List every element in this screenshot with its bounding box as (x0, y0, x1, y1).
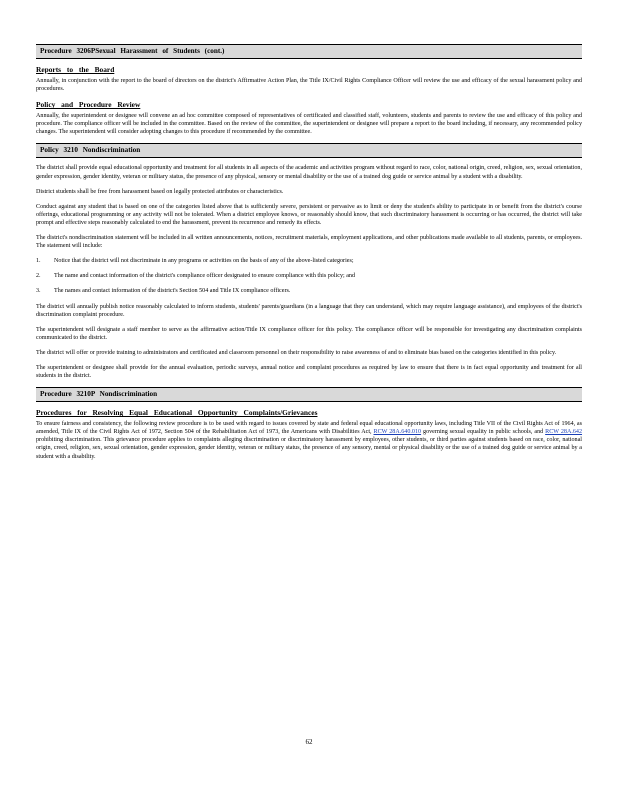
header-bar: Procedure 3206PSexual Harassment of Students (cont.) (36, 44, 582, 59)
policy-paragraph-5: The district will annually publish notice reasonably calculated to inform students, students' parents/guardians (in a language that they can understand, which may require language assistance), and employees of the district's discrimination complaint procedure. (36, 303, 582, 318)
policy-paragraph-6: The superintendent will designate a staff member to serve as the affirmative action/Title IX compliance officer for this policy. The compliance officer will be responsible for investigating any discrimination complaints communicated to the district. (36, 326, 582, 341)
grievance-text-2: governing sexual equality in public schools, and (423, 429, 544, 436)
policy-paragraph-7: The district will offer or provide training to administrators and certificated and classroom personnel on their responsibility to raise awareness of and to eliminate bias based on the categories identified in this policy. (36, 349, 557, 356)
document-page (36, 44, 583, 746)
grievance-heading: Procedures for Resolving Equal Educational Opportunity Complaints/Grievances (36, 408, 318, 418)
list-item (36, 272, 582, 280)
page-number: 62 (305, 738, 313, 746)
policy-paragraph-1: The district shall provide equal educational opportunity and treatment for all students in all aspects of the academic and activities program without regard to race, color, national origin, creed, religion, sex, sexual orientation, gender expression, gender identity, veteran or military status, the presence of any physical, sensory or mental disability or the use of a trained dog guide or service animal by a student with a disability. (36, 165, 582, 180)
list-text: The names and contact information of the district's Section 504 and Title IX compliance officers. (54, 288, 291, 295)
list-text: Notice that the district will not discriminate in any programs or activities on the basis of any of the above-listed categories; (54, 258, 354, 265)
policy-paragraph-3: Conduct against any student that is based on one of the categories listed above that is sufficiently severe, persistent or pervasive as to limit or deny the student's ability to participate in or benefit from the district's course offerings, educational programming or any activity will not be tolerated. When a district employee knows, or reasonably should know, that such discriminatory harassment is occurring or has occurred, the district will take prompt and effective steps reasonably calculated to end the harassment, prevent its recurrence and remedy its effects. (36, 203, 582, 226)
list-number: 1. (36, 258, 41, 265)
list-item (36, 257, 582, 265)
procedure-bar: Procedure 3210P Nondiscrimination (36, 387, 582, 402)
rcw-28a-640-010-link[interactable]: RCW 28A.640.010 (373, 429, 422, 436)
review-heading: Policy and Procedure Review (36, 100, 141, 110)
policy-paragraph-2: District students shall be free from harassment based on legally protected attributes or characteristics. (36, 188, 284, 195)
grievance-text-3: prohibiting discrimination. This grievance procedure applies to complaints alleging discrimination or discriminatory harassment by employees, other students, or third parties against students based on race, color, national origin, creed, religion, sex, sexual orientation, gender expression, gender identity, veteran or military status, the presence of any sensory, mental or physical disability or the use of a trained dog guide or service animal by a student with a disability. (36, 437, 582, 460)
grievance-paragraph (36, 420, 582, 460)
list-number: 2. (36, 273, 41, 280)
policy-paragraph-8: The superintendent or designee shall provide for the annual evaluation, periodic surveys, annual notice and complaint procedures as required by law to ensure that there is in fact equal opportunity and treatment for all students in the district. (36, 364, 582, 380)
list-text: The name and contact information of the district's compliance officer designated to ensure compliance with this policy; and (54, 273, 356, 280)
reports-heading: Reports to the Board (36, 65, 115, 74)
grievance-text-1: To ensure fairness and consistency, the following review procedure is to be used with regard to issues covered by state and federal equal educational opportunity laws, including Title VII of the Civil Rights Act of 1964, as amended, Title IX of the Civil Rights Act of 1972, Section 504 of the Rehabilitation Act of 1973, the Americans with Disabilities Act, (36, 421, 582, 436)
rcw-28a-642-link[interactable]: RCW 28A.642 (545, 429, 583, 436)
list-item (36, 287, 582, 295)
reports-paragraph: Annually, in conjunction with the report to the board of directors on the district's Affirmative Action Plan, the Title IX/Civil Rights Compliance Officer will review the use and efficacy of the sexual harassment policy and procedures. (36, 78, 582, 93)
policy-bar: Policy 3210 Nondiscrimination (36, 143, 582, 158)
policy-paragraph-4: The district's nondiscrimination statement will be included in all written announcements, notices, recruitment materials, employment applications, and other publications made available to all students, parents, or employees. The statement will include: (36, 235, 582, 250)
list-number: 3. (36, 288, 41, 295)
review-paragraph: Annually, the superintendent or designee will convene an ad hoc committee composed of representatives of certificated and classified staff, volunteers, students and parents to review the use and efficacy of this policy and procedure. The compliance officer will be included in the committee. Based on the review of the committee, the superintendent or designee will prepare a report to the board including, if necessary, any recommended policy changes. The superintendent will consider adopting changes to this procedure if recommended by the committee. (36, 113, 582, 136)
